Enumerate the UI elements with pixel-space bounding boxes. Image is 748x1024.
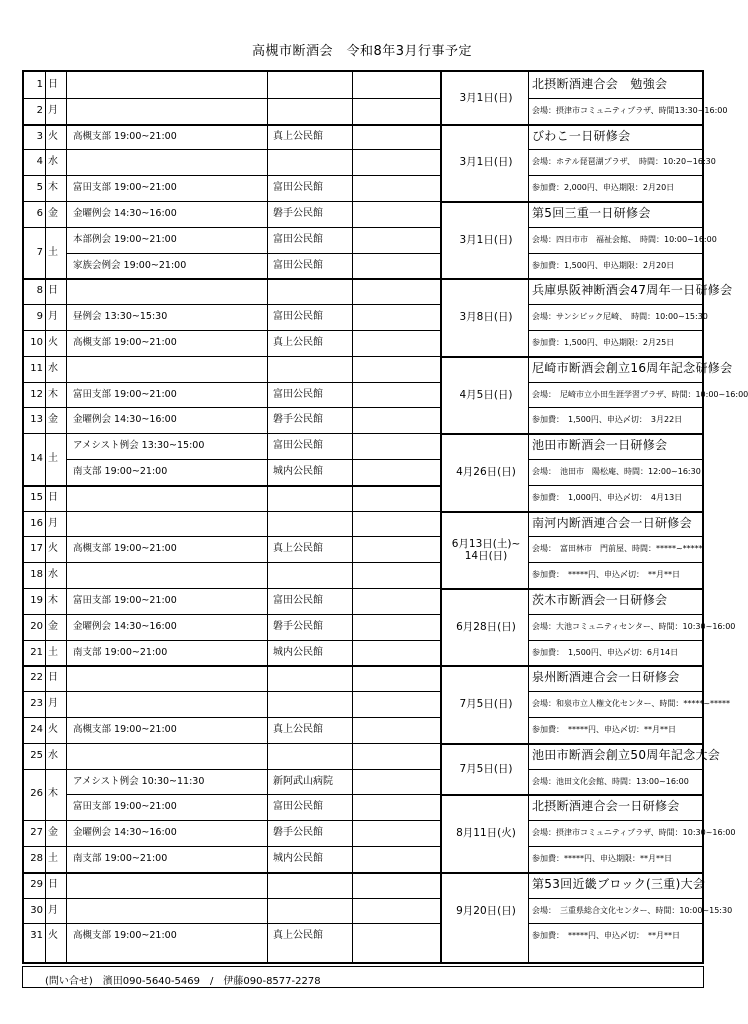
row-rule — [24, 98, 440, 99]
event-venue: 富田公民館 — [273, 388, 323, 400]
event-venue: 富田公民館 — [273, 259, 323, 271]
row-rule — [24, 382, 440, 383]
event-detail: 参加費： *****円、申込〆切： **月**日 — [532, 570, 680, 580]
event-venue: 新阿武山病院 — [273, 775, 333, 787]
event-detail: 参加費：1,500円、申込期限：2月20日 — [532, 260, 675, 270]
row-rule — [24, 149, 440, 150]
event-block-rule — [440, 743, 702, 745]
day-of-week: 木 — [48, 388, 58, 400]
contact-footer — [22, 966, 704, 988]
event-venue: 城内公民館 — [273, 465, 323, 477]
row-rule — [24, 588, 440, 589]
event-date: 3月1日(日) — [459, 91, 513, 104]
event-name: 本部例会 19:00~21:00 — [73, 233, 177, 245]
event-detail: 参加費：1,500円、申込期限：2月25日 — [532, 337, 675, 347]
event-date: 7月5日(日) — [459, 698, 513, 711]
event-venue: 富田公民館 — [273, 440, 323, 452]
day-number: 14 — [30, 453, 43, 464]
event-title: びわこ一日研修会 — [532, 128, 631, 143]
detail-rule — [528, 691, 702, 692]
column-rule — [267, 72, 268, 962]
day-of-week: 火 — [48, 543, 58, 555]
event-name: 富田支部 19:00~21:00 — [73, 594, 177, 606]
event-venue: 真上公民館 — [273, 336, 323, 348]
day-number: 8 — [36, 285, 43, 297]
detail-rule — [528, 846, 702, 847]
event-detail: 参加費： 1,500円、申込〆切： 3月22日 — [532, 415, 683, 425]
event-detail: 会場：四日市市 福祉会館、 時間：10:00~16:00 — [532, 234, 717, 244]
event-date: 3月1日(日) — [459, 156, 513, 169]
event-venue: 磐手公民館 — [273, 207, 323, 219]
event-venue: 富田公民館 — [273, 233, 323, 245]
event-venue: 富田公民館 — [273, 311, 323, 323]
day-number: 15 — [30, 491, 43, 503]
row-rule — [24, 820, 440, 821]
row-rule — [24, 691, 440, 692]
detail-rule — [528, 820, 702, 821]
event-title: 第5回三重一日研修会 — [532, 206, 651, 220]
event-title: 泉州断酒連合会一日研修会 — [532, 670, 680, 685]
day-number: 22 — [30, 672, 43, 684]
row-rule — [66, 794, 440, 795]
event-date: 4月26日(日) — [456, 465, 516, 478]
day-of-week: 木 — [48, 788, 58, 800]
row-rule — [24, 872, 440, 874]
row-rule — [24, 304, 440, 305]
row-rule — [24, 743, 440, 744]
day-of-week: 月 — [48, 904, 58, 916]
event-name: 高槻支部 19:00~21:00 — [73, 130, 177, 142]
row-rule — [24, 923, 440, 924]
event-name: アメシスト例会 10:30~11:30 — [73, 775, 205, 787]
day-number: 13 — [30, 414, 43, 426]
event-detail: 会場： 三重県総合文化センター、時間：10:00~15:30 — [532, 905, 733, 915]
event-name: 富田支部 19:00~21:00 — [73, 801, 177, 813]
row-rule — [66, 253, 440, 254]
event-detail: 参加費： 1,500円、申込〆切：6月14日 — [532, 647, 679, 657]
day-of-week: 土 — [48, 646, 58, 658]
detail-rule — [528, 304, 702, 305]
detail-rule — [528, 227, 702, 228]
event-venue: 富田公民館 — [273, 182, 323, 194]
row-rule — [24, 124, 440, 126]
day-number: 11 — [30, 362, 43, 374]
event-title: 池田市断酒会一日研修会 — [532, 438, 668, 453]
day-of-week: 土 — [48, 246, 58, 258]
row-rule — [24, 846, 440, 847]
day-of-week: 火 — [48, 930, 58, 942]
column-rule — [528, 72, 529, 962]
row-rule — [24, 898, 440, 899]
detail-rule — [528, 98, 702, 99]
day-number: 9 — [36, 311, 43, 323]
day-of-week: 火 — [48, 723, 58, 735]
event-name: 南支部 19:00~21:00 — [73, 465, 168, 477]
day-number: 7 — [36, 246, 43, 258]
contact-info: (問い合せ) 濱田090-5640-5469 / 伊藤090-8577-2278 — [45, 976, 321, 987]
event-name: 金曜例会 14:30~16:00 — [73, 620, 177, 632]
event-venue: 真上公民館 — [273, 930, 323, 942]
day-number: 6 — [36, 207, 43, 219]
event-name: 南支部 19:00~21:00 — [73, 852, 168, 864]
day-number: 29 — [30, 878, 43, 890]
event-block-rule — [440, 201, 702, 203]
day-number: 25 — [30, 749, 43, 761]
row-rule — [24, 278, 440, 280]
day-number: 27 — [30, 827, 43, 839]
event-name: 高槻支部 19:00~21:00 — [73, 543, 177, 555]
event-name: 金曜例会 14:30~16:00 — [73, 414, 177, 426]
day-of-week: 日 — [48, 491, 58, 503]
row-rule — [24, 614, 440, 615]
detail-rule — [528, 562, 702, 563]
day-of-week: 火 — [48, 130, 58, 142]
day-number: 24 — [30, 723, 43, 735]
event-detail: 会場：摂津市コミュニティプラザ、時間13:30~16:00 — [532, 105, 728, 115]
event-detail: 参加費： 1,000円、申込〆切： 4月13日 — [532, 492, 683, 502]
day-number: 20 — [30, 620, 43, 632]
day-of-week: 月 — [48, 698, 58, 710]
row-rule — [24, 665, 440, 667]
event-title: 第53回近畿ブロック(三重)大会 — [532, 876, 706, 891]
day-of-week: 金 — [48, 620, 58, 632]
event-name: 高槻支部 19:00~21:00 — [73, 723, 177, 735]
detail-rule — [528, 769, 702, 770]
detail-rule — [528, 923, 702, 924]
day-of-week: 日 — [48, 285, 58, 297]
day-of-week: 木 — [48, 594, 58, 606]
event-title: 尼崎市断酒会創立16周年記念研修会 — [532, 360, 733, 375]
detail-rule — [528, 536, 702, 537]
event-name: アメシスト例会 13:30~15:00 — [73, 440, 205, 452]
event-date: 6月28日(日) — [456, 620, 516, 633]
day-number: 21 — [30, 646, 43, 658]
day-of-week: 月 — [48, 517, 58, 529]
event-name: 高槻支部 19:00~21:00 — [73, 336, 177, 348]
day-of-week: 木 — [48, 182, 58, 194]
event-detail: 会場： 尼崎市立小田生涯学習プラザ、時間：10:00~16:00 — [532, 389, 748, 399]
page-title: 高槻市断酒会 令和8年3月行事予定 — [251, 44, 473, 59]
row-rule — [24, 356, 440, 357]
day-number: 4 — [36, 156, 43, 168]
row-rule — [24, 511, 440, 512]
event-title: 茨木市断酒会一日研修会 — [532, 593, 668, 607]
day-number: 28 — [30, 852, 43, 864]
day-number: 2 — [36, 104, 43, 116]
event-title: 池田市断酒会創立50周年記念大会 — [532, 747, 721, 762]
event-name: 金曜例会 14:30~16:00 — [73, 827, 177, 839]
event-detail: 参加費： *****円、申込〆切：**月**日 — [532, 724, 676, 734]
row-rule — [24, 562, 440, 563]
row-rule — [24, 485, 440, 487]
row-rule — [24, 433, 440, 434]
event-detail: 参加費：*****円、申込期限：**月**日 — [532, 853, 672, 863]
day-of-week: 日 — [48, 78, 58, 90]
detail-rule — [528, 253, 702, 254]
event-date: 3月8日(日) — [459, 311, 513, 324]
day-number: 17 — [30, 543, 43, 555]
event-name: 富田支部 19:00~21:00 — [73, 182, 177, 194]
detail-rule — [528, 485, 702, 486]
event-venue: 真上公民館 — [273, 543, 323, 555]
detail-rule — [528, 407, 702, 408]
day-number: 12 — [30, 388, 43, 400]
day-number: 5 — [36, 182, 43, 194]
event-date: 3月1日(日) — [459, 233, 513, 246]
day-of-week: 金 — [48, 414, 58, 426]
event-name: 昼例会 13:30~15:30 — [73, 311, 168, 323]
day-of-week: 日 — [48, 878, 58, 890]
event-date: 9月20日(日) — [456, 904, 516, 917]
detail-rule — [528, 640, 702, 641]
day-of-week: 金 — [48, 207, 58, 219]
row-rule — [24, 407, 440, 408]
detail-rule — [528, 614, 702, 615]
event-venue: 富田公民館 — [273, 594, 323, 606]
event-name: 富田支部 19:00~21:00 — [73, 388, 177, 400]
day-number: 16 — [30, 517, 43, 529]
detail-rule — [528, 382, 702, 383]
event-venue: 真上公民館 — [273, 130, 323, 142]
event-name: 金曜例会 14:30~16:00 — [73, 207, 177, 219]
event-name: 南支部 19:00~21:00 — [73, 646, 168, 658]
row-rule — [24, 640, 440, 641]
event-date: 4月5日(日) — [459, 388, 513, 401]
row-rule — [24, 717, 440, 718]
event-detail: 会場：摂津市コミュニティプラザ、時間：10:30~16:00 — [532, 828, 736, 838]
day-number: 3 — [36, 130, 43, 142]
event-title: 北摂断酒連合会一日研修会 — [532, 799, 680, 814]
day-number: 30 — [30, 904, 43, 916]
day-of-week: 火 — [48, 336, 58, 348]
row-rule — [24, 769, 440, 770]
day-of-week: 土 — [48, 453, 58, 464]
event-venue: 磐手公民館 — [273, 414, 323, 426]
day-of-week: 月 — [48, 311, 58, 323]
event-venue: 城内公民館 — [273, 852, 323, 864]
event-venue: 真上公民館 — [273, 723, 323, 735]
day-of-week: 土 — [48, 852, 58, 864]
event-block-rule — [440, 124, 702, 126]
event-block-rule — [440, 433, 702, 435]
day-of-week: 月 — [48, 104, 58, 116]
event-date: 6月13日(土)~ 14日(日) — [451, 538, 521, 563]
event-detail: 会場： 富田林市 門前屋、時間：*****~***** — [532, 544, 703, 554]
event-venue: 富田公民館 — [273, 801, 323, 813]
day-number: 26 — [30, 788, 43, 800]
event-title: 北摂断酒連合会 勉強会 — [532, 77, 668, 91]
event-block-rule — [440, 665, 702, 667]
event-block-rule — [440, 588, 702, 590]
row-rule — [24, 201, 440, 202]
event-block-rule — [440, 511, 702, 513]
day-number: 1 — [36, 78, 43, 90]
event-name: 家族会例会 19:00~21:00 — [73, 259, 187, 271]
day-of-week: 水 — [48, 362, 58, 374]
event-detail: 参加費： *****円、申込〆切： **月**日 — [532, 931, 680, 941]
event-block-rule — [440, 794, 702, 796]
day-number: 18 — [30, 569, 43, 581]
event-venue: 磐手公民館 — [273, 620, 323, 632]
day-number: 19 — [30, 594, 43, 606]
detail-rule — [528, 175, 702, 176]
row-rule — [24, 227, 440, 228]
day-number: 31 — [30, 930, 43, 942]
event-detail: 会場：池田文化会館、時間：13:00~16:00 — [532, 776, 689, 786]
day-of-week: 水 — [48, 156, 58, 168]
event-detail: 会場：大池コミュニティセンター、時間：10:30~16:00 — [532, 621, 736, 631]
detail-rule — [528, 459, 702, 460]
day-of-week: 金 — [48, 827, 58, 839]
row-rule — [66, 459, 440, 460]
detail-rule — [528, 330, 702, 331]
detail-rule — [528, 717, 702, 718]
column-rule — [352, 72, 353, 962]
event-title: 南河内断酒連合会一日研修会 — [532, 515, 692, 530]
schedule-table — [22, 70, 748, 964]
day-of-week: 水 — [48, 569, 58, 581]
day-of-week: 日 — [48, 672, 58, 684]
row-rule — [24, 330, 440, 331]
event-title: 兵庫県阪神断酒会47周年一日研修会 — [532, 283, 733, 298]
event-detail: 会場：サンシビック尼崎、 時間：10:00~15:30 — [532, 312, 708, 322]
event-date: 8月11日(火) — [456, 827, 516, 840]
event-venue: 磐手公民館 — [273, 827, 323, 839]
event-detail: 参加費：2,000円、申込期限：2月20日 — [532, 183, 675, 193]
day-of-week: 水 — [48, 749, 58, 761]
detail-rule — [528, 149, 702, 150]
event-block-rule — [440, 356, 702, 358]
column-rule — [45, 72, 46, 962]
event-detail: 会場： 池田市 陽松庵、時間：12:00~16:30 — [532, 466, 701, 476]
event-detail: 会場：和泉市立人権文化センター、時間：*****~***** — [532, 699, 731, 709]
event-detail: 会場：ホテル琵琶湖プラザ、 時間：10:20~16:30 — [532, 157, 716, 167]
event-name: 高槻支部 19:00~21:00 — [73, 930, 177, 942]
event-venue: 城内公民館 — [273, 646, 323, 658]
event-block-rule — [440, 872, 702, 874]
day-number: 23 — [30, 698, 43, 710]
row-rule — [24, 175, 440, 176]
row-rule — [24, 536, 440, 537]
column-rule — [66, 72, 67, 962]
day-number: 10 — [30, 336, 43, 348]
event-date: 7月5日(日) — [459, 762, 513, 775]
event-block-rule — [440, 278, 702, 280]
detail-rule — [528, 898, 702, 899]
